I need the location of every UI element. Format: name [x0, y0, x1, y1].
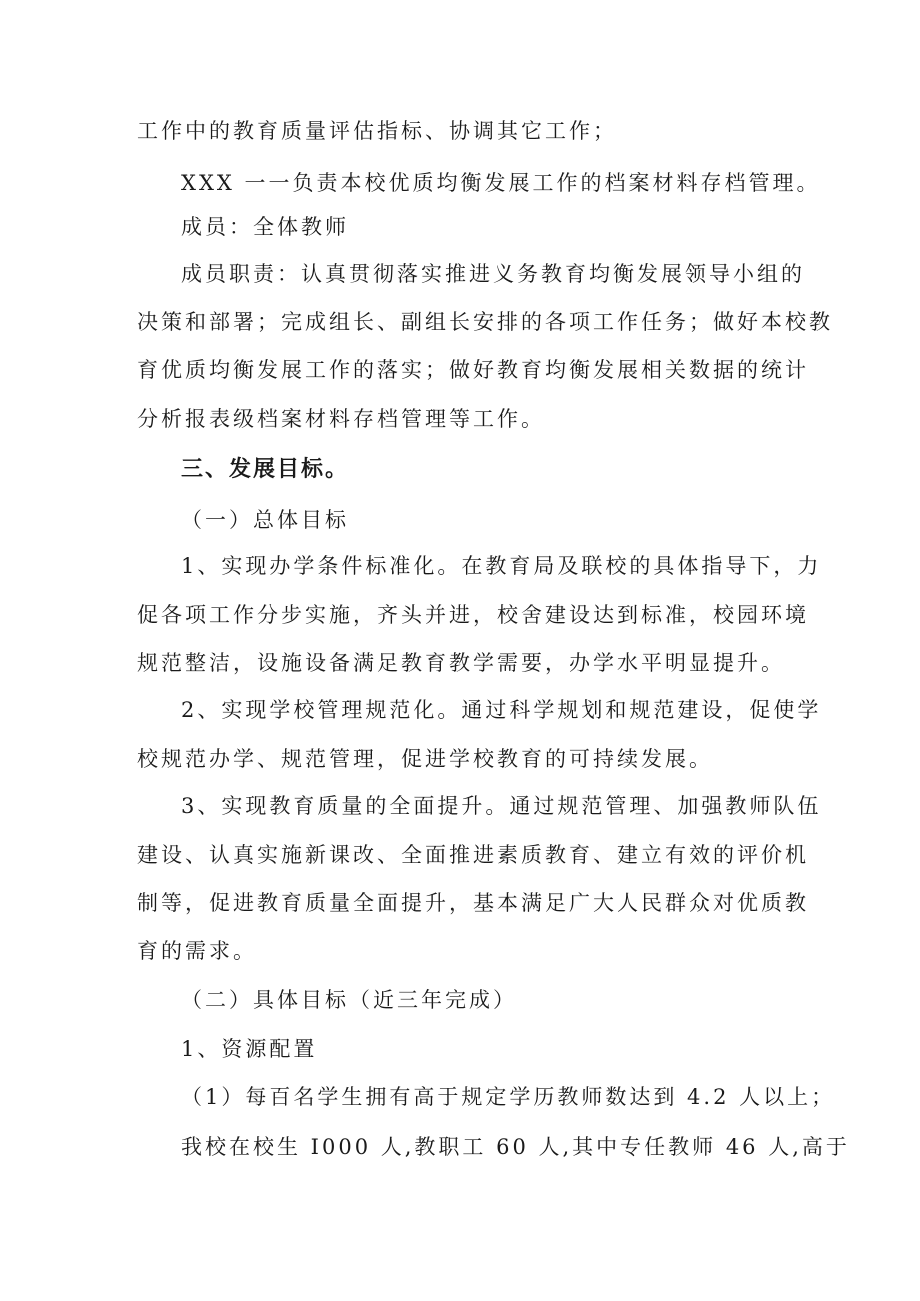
paragraph-line: 校规范办学、规范管理，促进学校教育的可持续发展。	[137, 747, 713, 771]
section-heading: 三、发展目标。	[181, 457, 350, 482]
paragraph-line: 决策和部署；完成组长、副组长安排的各项工作任务；做好本校教	[137, 310, 833, 334]
subsection-heading: （一）总体目标	[181, 508, 349, 532]
paragraph-line: 规范整洁，设施设备满足教育教学需要，办学水平明显提升。	[137, 651, 785, 675]
paragraph-line: 制等，促进教育质量全面提升，基本满足广大人民群众对优质教	[137, 891, 809, 915]
paragraph-line: 1、资源配置	[181, 1037, 318, 1061]
paragraph-line: 成员：全体教师	[181, 215, 349, 239]
paragraph-line: （1）每百名学生拥有高于规定学历教师数达到 4.2 人以上；	[181, 1085, 836, 1109]
paragraph-line: 建设、认真实施新课改、全面推进素质教育、建立有效的评价机	[137, 843, 809, 867]
paragraph-line: 3、实现教育质量的全面提升。通过规范管理、加强教师队伍	[181, 794, 822, 818]
paragraph-line: 分析报表级档案材料存档管理等工作。	[137, 407, 545, 431]
paragraph-line: 1、实现办学条件标准化。在教育局及联校的具体指导下，力	[181, 554, 822, 578]
paragraph-line: 成员职责：认真贯彻落实推进义务教育均衡发展领导小组的	[181, 262, 805, 286]
paragraph-line: 我校在校生 I000 人,教职工 60 人,其中专任教师 46 人,高于	[181, 1135, 850, 1159]
subsection-heading: （二）具体目标（近三年完成）	[181, 988, 517, 1012]
paragraph-line: 育优质均衡发展工作的落实；做好教育均衡发展相关数据的统计	[137, 358, 809, 382]
paragraph-line: 育的需求。	[137, 939, 257, 963]
paragraph-line: 工作中的教育质量评估指标、协调其它工作；	[137, 119, 617, 143]
paragraph-line: 促各项工作分步实施，齐头并进，校舍建设达到标准，校园环境	[137, 603, 809, 627]
paragraph-line: 2、实现学校管理规范化。通过科学规划和规范建设，促使学	[181, 698, 822, 722]
paragraph-line: XXX 一一负责本校优质均衡发展工作的档案材料存档管理。	[181, 171, 821, 195]
